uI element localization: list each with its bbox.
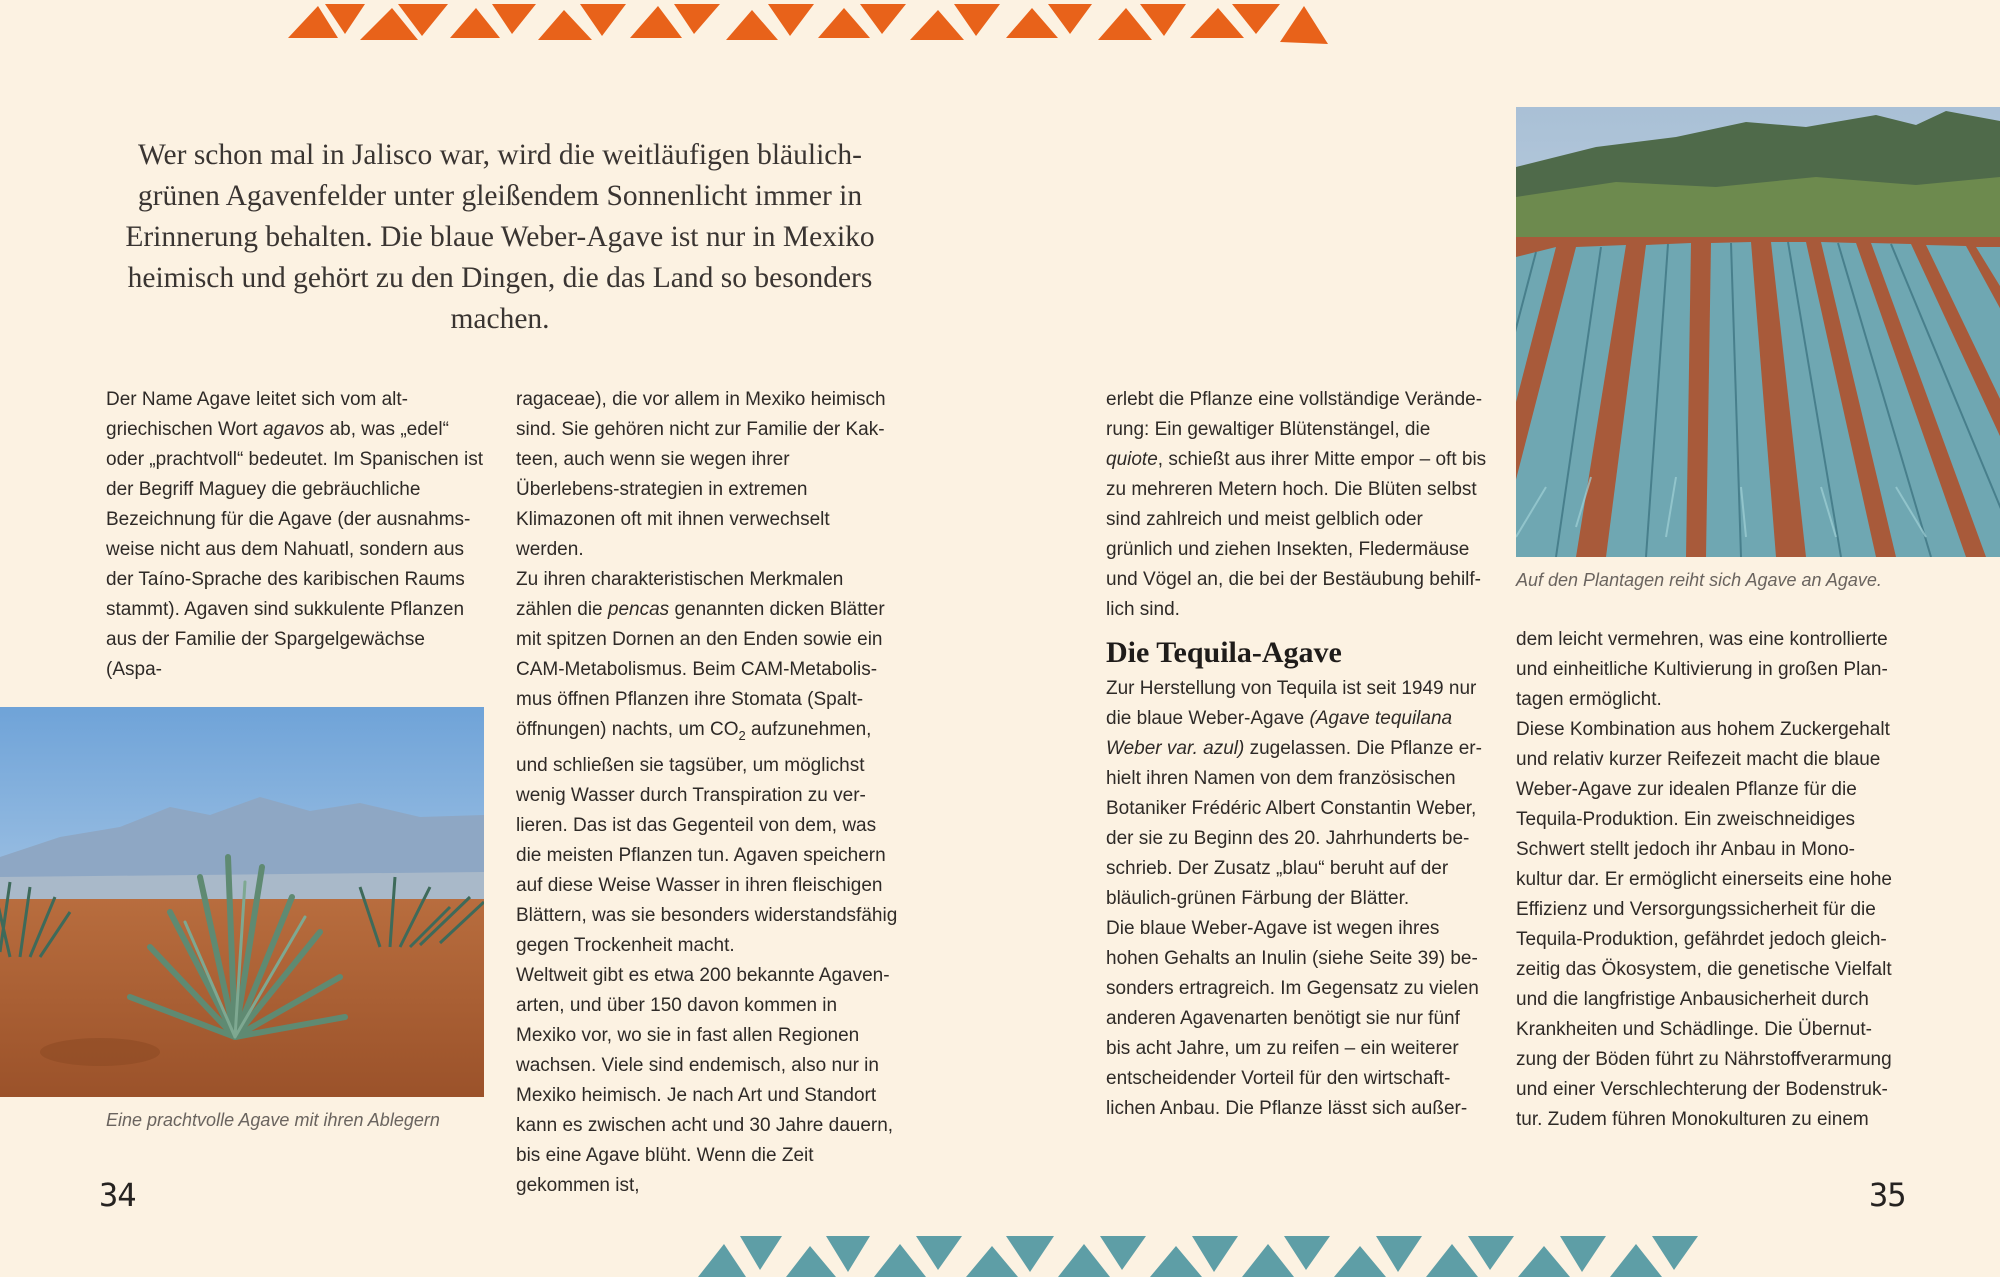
paragraph: Weltweit gibt es etwa 200 bekannte Agaven-arten, und über 150 davon kommen in Mexiko vor, wo sie in fast allen Regionen wachsen. Viele sind endemisch, also nur in Mexiko heimisch. Je nach Art und Standort kann es zwischen acht und 30 Jahre dauern, bis eine Agave blüht. Wenn die Zeit gekommen ist, <box>516 964 894 1196</box>
paragraph: Zu ihren charakteristischen Merkmalen zählen die pencas genannten dicken Blätter mit spitzen Dornen an den Enden sowie ein CAM-Metabolismus. Beim CAM-Metabolis-mus öffnen Pflanzen ihre Stomata (Spalt-öffnungen) nachts, um $CO_2$ aufzunehmen, und schließen sie tagsüber, um möglichst wenig Wasser durch Transpiration zu ver-lieren. Das ist das Gegenteil von dem, was die meisten Pflanzen tun. Agaven speichern auf diese Weise Wasser in ihren fleischigen Blättern, was sie besonders widerstandsfähig gegen Trockenheit macht. <box>516 569 898 956</box>
agave-photo-left <box>0 707 484 1097</box>
lead-paragraph: Wer schon mal in Jalisco war, wird die weitläufigen bläulich-grünen Agavenfelder unter gleißendem Sonnenlicht immer in Erinnerung behalten. Die blaue Weber-Agave ist nur in Mexiko heimisch und gehört zu den Dingen, die das Land so besonders machen. <box>125 139 875 335</box>
paragraph: dem leicht vermehren, was eine kontrollierte und einheitliche Kultivierung in großen Plan-tagen ermöglicht. <box>1516 629 1888 710</box>
top-triangle-border <box>280 0 1340 48</box>
text-column-2 <box>516 385 898 1201</box>
page-number-left: 34 <box>99 1176 136 1214</box>
page-number-right: 35 <box>1869 1176 1906 1214</box>
paragraph: Die blaue Weber-Agave ist wegen ihres hohen Gehalts an Inulin (siehe Seite 39) be-sonders ertragreich. Im Gegensatz zu vielen anderen Agavenarten benötigt sie nur fünf bis acht Jahre, um zu reifen – ein weiterer entscheidender Vorteil für den wirtschaft-lichen Anbau. Die Pflanze lässt sich außer- <box>1106 918 1479 1119</box>
paragraph: Zur Herstellung von Tequila ist seit 1949 nur die blaue Weber-Agave (Agave tequilana Weber var. azul) zugelassen. Die Pflanze er-hielt ihren Namen von dem französischen Botaniker Frédéric Albert Constantin Weber, der sie zu Beginn des 20. Jahrhunderts be-schrieb. Der Zusatz „blau“ beruht auf der bläulich-grünen Färbung der Blätter. <box>1106 678 1482 909</box>
paragraph: ragaceae), die vor allem in Mexiko heimisch sind. Sie gehören nicht zur Familie der Kak-teen, auch wenn sie wegen ihrer Überlebens-strategien in extremen Klimazonen oft mit ihnen verwechselt werden. <box>516 389 886 560</box>
paragraph: Der Name Agave leitet sich vom alt-griechischen Wort agavos ab, was „edel“ oder „prachtvoll“ bedeutet. Im Spanischen ist der Begriff Maguey die gebräuchliche Bezeichnung für die Agave (der ausnahms-weise nicht aus dem Nahuatl, sondern aus der Taíno-Sprache des karibischen Raums stammt). Agaven sind sukkulente Pflanzen aus der Familie der Spargelgewächse (Aspa- <box>106 389 484 680</box>
paragraph: Diese Kombination aus hohem Zuckergehalt und relativ kurzer Reifezeit macht die blaue Weber-Agave zur idealen Pflanze für die Tequila-Produktion. Ein zweischneidiges Schwert stellt jedoch ihr Anbau in Mono-kultur dar. Er ermöglicht einerseits eine hohe Effizienz und Versorgungssicherheit für die Tequila-Produktion, gefährdet jedoch gleich-zeitig das Ökosystem, die genetische Vielfalt und die langfristige Anbausicherheit durch Krankheiten und Schädlinge. Die Übernut-zung der Böden führt zu Nährstoffverarmung und einer Verschlechterung der Bodenstruk-tur. Zudem führen Monokulturen zu einem <box>1516 719 1892 1130</box>
caption-right: Auf den Plantagen reiht sich Agave an Agave. <box>1516 570 1882 590</box>
text-column-4 <box>1516 625 1896 1135</box>
text-column-1 <box>106 385 484 685</box>
agave-plantation-photo <box>1516 107 2000 557</box>
text-column-3 <box>1106 385 1488 1124</box>
caption-left: Eine prachtvolle Agave mit ihren Ablegern <box>106 1110 440 1130</box>
section-heading: Die Tequila-Agave <box>1106 636 1342 669</box>
paragraph: erlebt die Pflanze eine vollständige Verände-rung: Ein gewaltiger Blütenstängel, die quiote, schießt aus ihrer Mitte empor – oft bis zu mehreren Metern hoch. Die Blüten selbst sind zahlreich und meist gelblich oder grünlich und ziehen Insekten, Fledermäuse und Vögel an, die bei der Bestäubung behilf-lich sind. <box>1106 389 1487 620</box>
bottom-triangle-border <box>690 1232 1730 1277</box>
